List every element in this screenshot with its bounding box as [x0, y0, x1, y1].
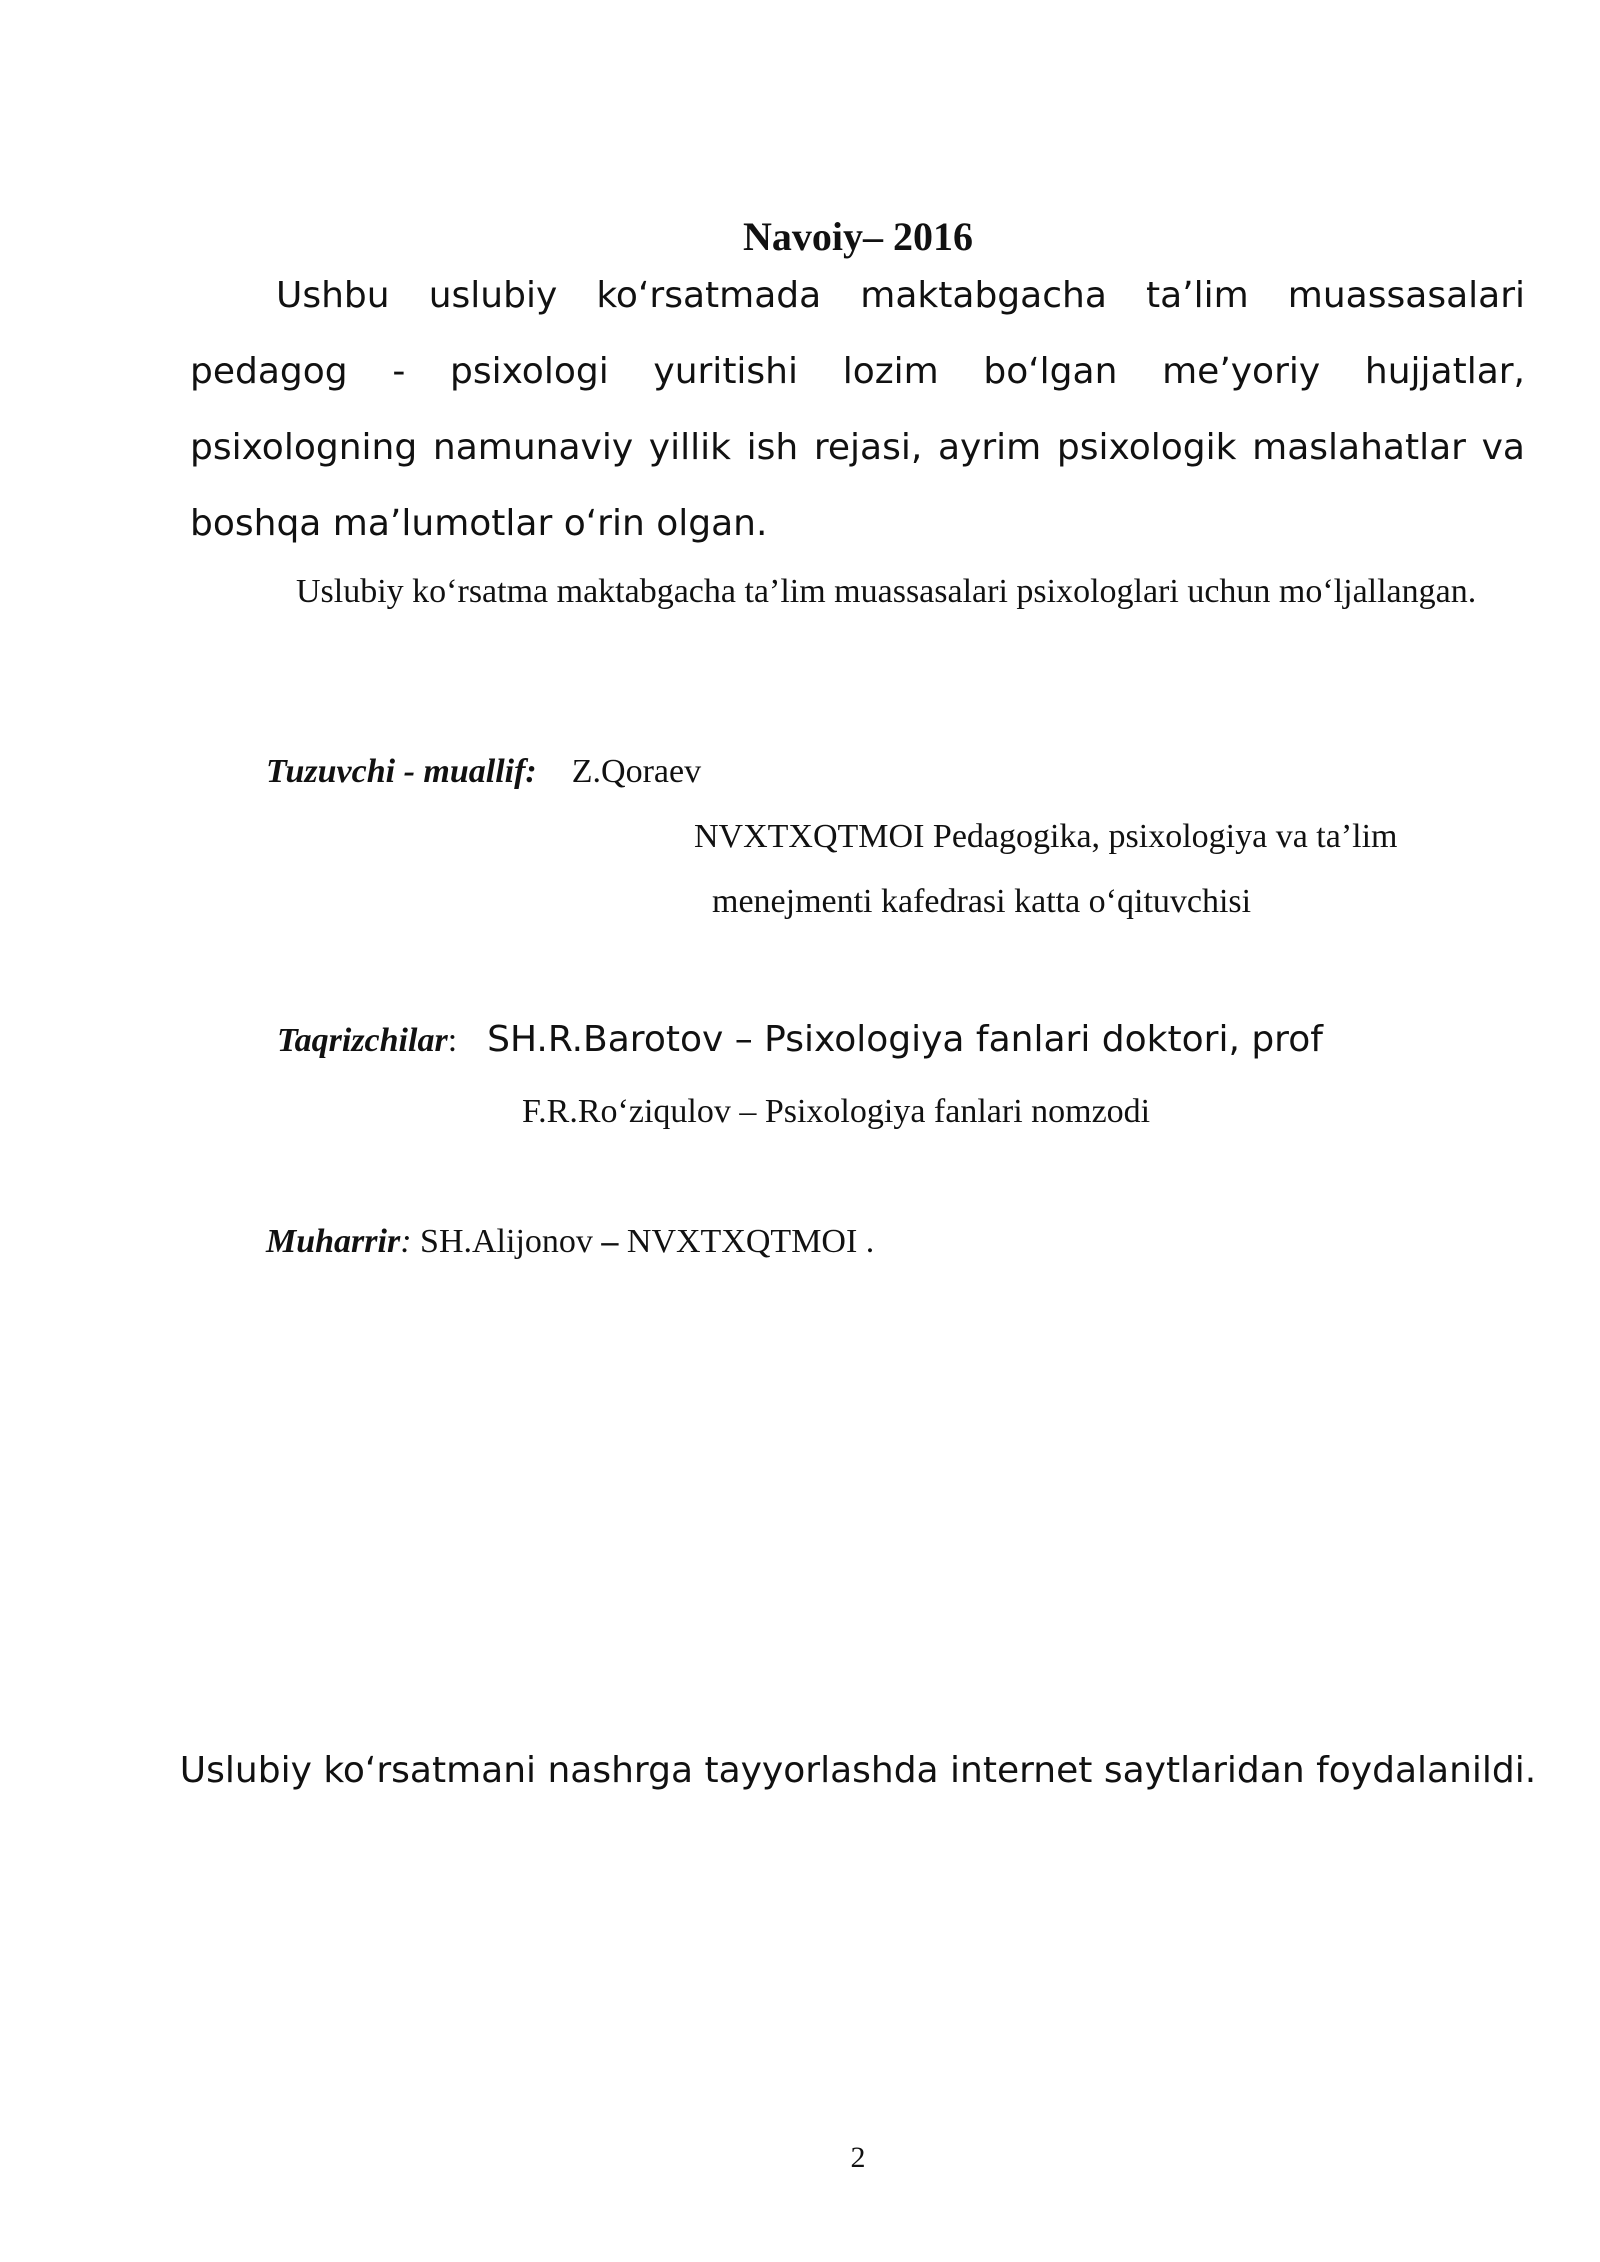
purpose-paragraph: Uslubiy ko‘rsatma maktabgacha ta’lim muassasalari psixologlari uchun mo‘ljallangan.: [296, 573, 1477, 610]
reviewer-1: SH.R.Barotov – Psixologiya fanlari doktori, prof: [487, 1019, 1323, 1060]
document-title: Navoiy– 2016: [743, 214, 973, 259]
editor-name: SH.Alijonov: [420, 1223, 593, 1260]
reviewers-row: [277, 1016, 1323, 1063]
reviewer-2: F.R.Ro‘ziqulov – Psixologiya fanlari nomzodi: [522, 1093, 1151, 1130]
author-position-line1: NVXTXQTMOI Pedagogika, psixologiya va ta’lim: [694, 818, 1398, 855]
editor-row: [266, 1220, 874, 1264]
author-label: Tuzuvchi - muallif:: [266, 753, 537, 790]
footer-note: Uslubiy koʻrsatmani nashrga tayyorlashda internet saytlaridan foydalanildi.: [179, 1750, 1537, 1791]
intro-paragraph: Ushbu uslubiy koʻrsatmada maktabgacha ta’lim muassasalari pedagog - psixologi yuritishi lozim boʻlgan me’yoriy hujjatlar, psixologning namunaviy yillik ish rejasi, ayrim psixologik maslahatlar va boshqa ma’lumotlar oʻrin olgan.: [190, 275, 1525, 544]
author-name: Z.Qoraev: [571, 753, 702, 790]
page-number: 2: [850, 2141, 866, 2174]
editor-colon: :: [400, 1223, 412, 1260]
author-row: [266, 750, 701, 794]
reviewers-label: Taqrizchilar: [277, 1022, 448, 1059]
editor-dash: –: [592, 1223, 627, 1260]
reviewers-colon: :: [447, 1022, 458, 1059]
author-position-line2: menejmenti kafedrasi katta o‘qituvchisi: [712, 883, 1252, 920]
editor-org: NVXTXQTMOI .: [626, 1223, 875, 1260]
editor-label: Muharrir: [266, 1223, 401, 1260]
